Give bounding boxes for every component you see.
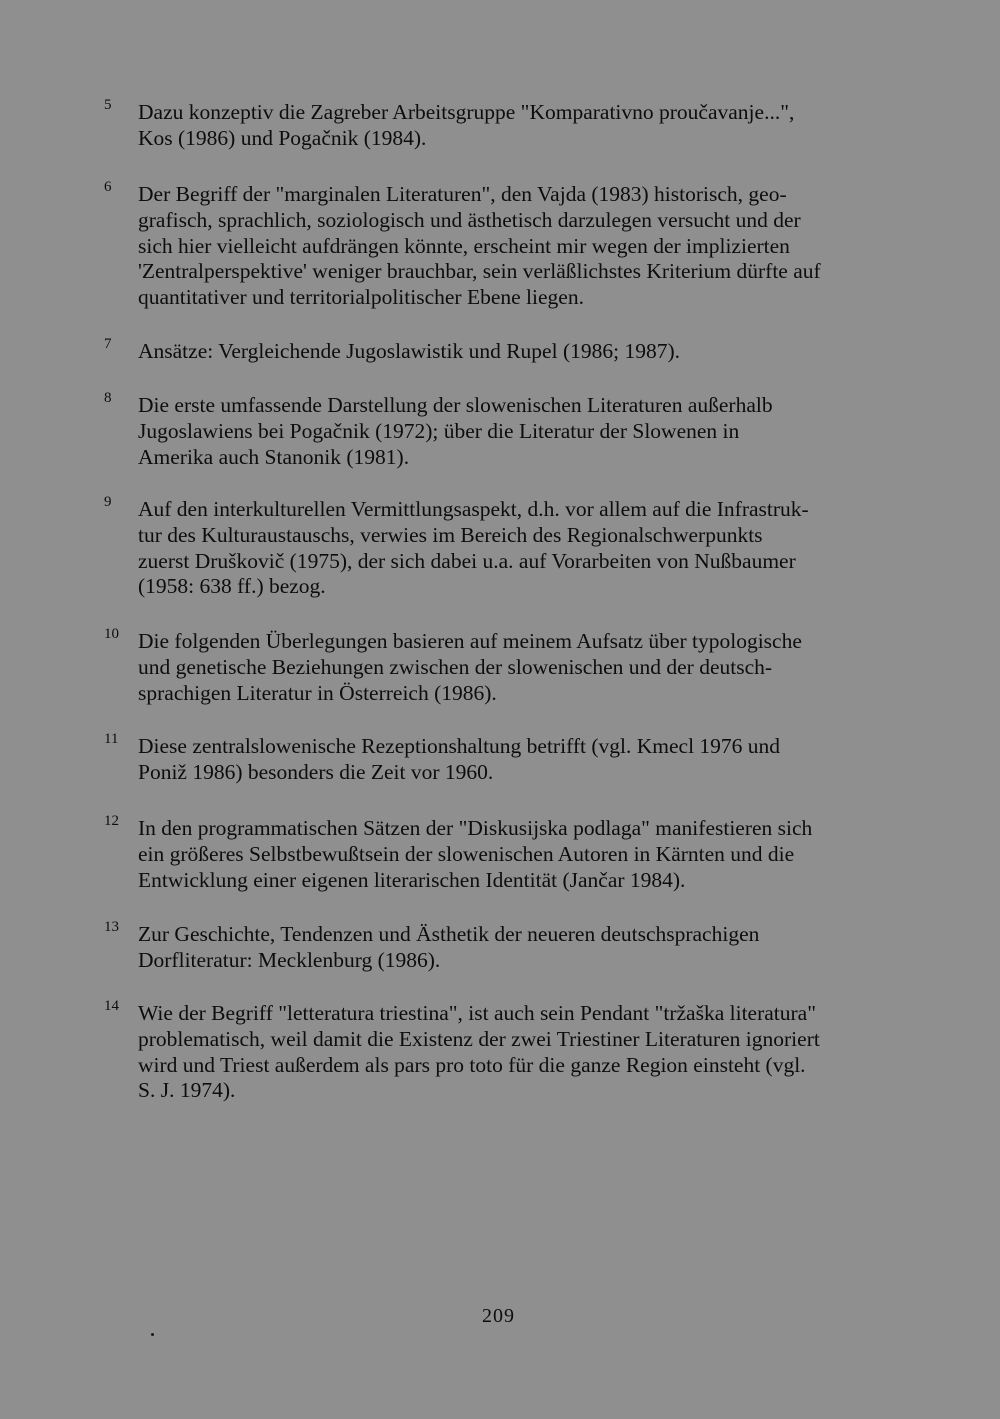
footnote-line: Kos (1986) und Pogačnik (1984).: [138, 125, 427, 150]
footnote-line: zuerst Druškovič (1975), der sich dabei u.a. auf Vorarbeiten von Nußbaumer: [138, 548, 796, 573]
footnote-number: 11: [104, 731, 119, 747]
footnote-text: [138, 1001, 904, 1104]
footnote-line: tur des Kulturaustauschs, verwies im Bereich des Regionalschwerpunkts: [138, 522, 763, 547]
footnote-text: [138, 339, 904, 365]
footnote-number: 14: [104, 998, 119, 1014]
footnote-line: Ansätze: Vergleichende Jugoslawistik und Rupel (1986; 1987).: [138, 339, 680, 363]
footnote-text: [138, 182, 904, 311]
footnote-number: 8: [104, 390, 112, 406]
footnote-number: 9: [104, 494, 112, 510]
footnote-text: [138, 922, 904, 974]
footnote-number: 7: [104, 336, 112, 352]
footnote-line: Entwicklung einer eigenen literarischen Identität (Jančar 1984).: [138, 867, 686, 892]
footnote-text: [138, 816, 904, 893]
footnote-line: Zur Geschichte, Tendenzen und Ästhetik der neueren deutschsprachigen: [138, 922, 760, 946]
footnote-line: Die erste umfassende Darstellung der slowenischen Literaturen außerhalb: [138, 393, 773, 417]
footnote-line: sich hier vielleicht aufdrängen könnte, erscheint mir wegen der implizierten: [138, 233, 790, 258]
footnote-6: [104, 179, 904, 311]
footnote-line: In den programmatischen Sätzen der "Diskusijska podlaga" manifestieren sich: [138, 816, 813, 840]
scan-speck: [151, 1333, 154, 1336]
footnote-line: problematisch, weil damit die Existenz der zwei Triestiner Literaturen ignoriert: [138, 1026, 820, 1051]
footnote-number: 13: [104, 919, 119, 935]
footnote-text: [138, 100, 904, 152]
footnote-line: sprachigen Literatur in Österreich (1986).: [138, 680, 497, 705]
footnote-number: 12: [104, 813, 119, 829]
footnote-text: [138, 497, 904, 600]
footnote-number: 5: [104, 97, 112, 113]
footnote-line: Diese zentralslowenische Rezeptionshaltung betrifft (vgl. Kmecl 1976 und: [138, 734, 781, 758]
footnote-line: 'Zentralperspektive' weniger brauchbar, sein verläßlichstes Kriterium dürfte auf: [138, 259, 821, 284]
footnote-line: Der Begriff der "marginalen Literaturen", den Vajda (1983) historisch, geo-: [138, 182, 787, 206]
footnote-12: [104, 813, 904, 893]
footnote-text: [138, 734, 904, 786]
footnote-text: [138, 393, 904, 470]
footnote-line: wird und Triest außerdem als pars pro toto für die ganze Region einsteht (vgl.: [138, 1052, 806, 1077]
footnote-14: [104, 998, 904, 1104]
footnote-line: quantitativer und territorialpolitischer Ebene liegen.: [138, 285, 584, 310]
footnote-8: [104, 390, 904, 470]
footnote-line: S. J. 1974).: [138, 1078, 236, 1103]
footnote-10: [104, 626, 904, 706]
footnote-9: [104, 494, 904, 600]
footnote-line: grafisch, sprachlich, soziologisch und ästhetisch darzulegen versucht und der: [138, 207, 801, 232]
footnote-line: und genetische Beziehungen zwischen der slowenischen und der deutsch-: [138, 654, 773, 679]
footnote-line: Dazu konzeptiv die Zagreber Arbeitsgruppe "Komparativno proučavanje...",: [138, 100, 795, 124]
footnote-line: (1958: 638 ff.) bezog.: [138, 574, 326, 599]
footnote-line: Amerika auch Stanonik (1981).: [138, 444, 410, 469]
footnote-line: Auf den interkulturellen Vermittlungsaspekt, d.h. vor allem auf die Infrastruk-: [138, 497, 809, 521]
footnote-13: [104, 919, 904, 974]
footnote-line: Wie der Begriff "letteratura triestina", ist auch sein Pendant "tržaška literatura": [138, 1001, 816, 1025]
footnote-line: Die folgenden Überlegungen basieren auf meinem Aufsatz über typologische: [138, 629, 802, 653]
footnote-7: [104, 336, 904, 365]
footnote-line: Jugoslawiens bei Pogačnik (1972); über die Literatur der Slowenen in: [138, 418, 740, 443]
footnote-11: [104, 731, 904, 786]
footnote-line: ein größeres Selbstbewußtsein der slowenischen Autoren in Kärnten und die: [138, 841, 795, 866]
footnote-number: 10: [104, 626, 119, 642]
footnote-line: Dorfliteratur: Mecklenburg (1986).: [138, 947, 441, 972]
footnote-5: [104, 97, 904, 152]
footnote-number: 6: [104, 179, 112, 195]
footnote-line: Poniž 1986) besonders die Zeit vor 1960.: [138, 759, 494, 784]
footnote-text: [138, 629, 904, 706]
page-number: 209: [482, 1305, 515, 1327]
